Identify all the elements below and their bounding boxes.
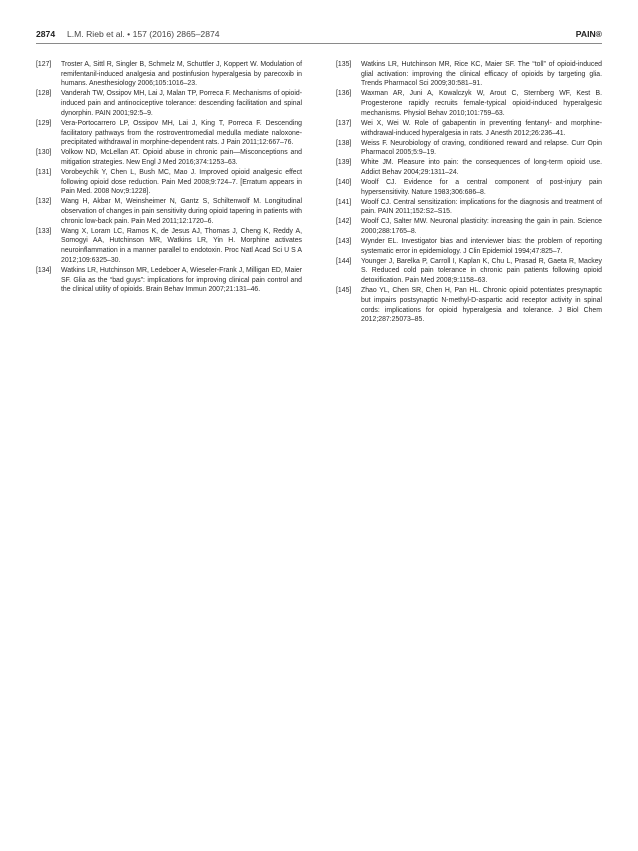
reference-text: Weiss F. Neurobiology of craving, conditioned reward and relapse. Curr Opin Pharmacol 2005;5:9–19. [361, 139, 602, 157]
reference-number: [134] [36, 266, 52, 274]
reference-text: Waxman AR, Juni A, Kowalczyk W, Arout C, Sternberg WF, Kest B. Progesterone rapidly recruits female-typical opioid-induced hyperalgesic mechanisms. Physiol Behav 2010;101:759–63. [361, 90, 602, 117]
reference-text: White JM. Pleasure into pain: the consequences of long-term opioid use. Addict Behav 2004;29:1311–24. [361, 159, 602, 176]
reference-number: [144] [336, 257, 352, 265]
journal-name: PAIN® [575, 29, 602, 39]
running-header [36, 27, 602, 41]
reference-number: [130] [36, 149, 52, 157]
reference-text: Wang X, Loram LC, Ramos K, de Jesus AJ, Thomas J, Cheng K, Reddy A, Somogyi AA, Hutchinson MR, Watkins LR, Yin H. Morphine activates neuroinflammation in a manner parallel to endotoxin. Proc Natl Acad Sci U S A 2012;109:6325–30. [61, 227, 302, 264]
reference-text: Vorobeychik Y, Chen L, Bush MC, Mao J. Improved opioid analgesic effect following opioid dose reduction. Pain Med 2008;9:724–7. [Erratum appears in Pain Med. 2008 Nov;9:1228]. [61, 168, 302, 196]
reference-number: [133] [36, 227, 52, 235]
reference-text: Younger J, Barelka P, Carroll I, Kaplan K, Chu L, Prasad R, Gaeta R, Mackey S. Reduced cold pain tolerance in chronic pain patients following opioid detoxification. Pain Med 2008;9:1158–63. [361, 257, 602, 285]
reference-text: Wei X, Wei W. Role of gabapentin in preventing fentanyl- and morphine-withdrawal-induced hyperalgesia in rats. J Anesth 2012;26:236–41. [361, 119, 602, 137]
reference-item [336, 139, 602, 158]
reference-number: [136] [336, 90, 352, 98]
reference-number: [131] [36, 168, 52, 176]
reference-item [36, 60, 302, 89]
reference-item [36, 119, 302, 148]
reference-number: [132] [36, 198, 52, 206]
reference-item [336, 198, 602, 217]
reference-number: [138] [336, 139, 352, 147]
reference-text: Vera-Portocarrero LP, Ossipov MH, Lai J, King T, Porreca F. Descending facilitatory pathways from the rostroventromedial medulla mediate naloxone-precipitated withdrawal in morphine-dependent rats. J Pain 2011;12:667–76. [61, 119, 302, 147]
reference-number: [127] [36, 61, 52, 68]
reference-item [336, 286, 602, 325]
reference-number: [137] [336, 119, 352, 127]
reference-text: Woolf CJ. Evidence for a central component of post-injury pain hypersensitivity. Nature 1983;306:686–8. [361, 178, 602, 196]
reference-text: Woolf CJ. Central sensitization: implications for the diagnosis and treatment of pain. PAIN 2011;152:S2–S15. [361, 198, 602, 216]
reference-item [336, 158, 602, 177]
reference-item [36, 266, 302, 295]
reference-text: Wang H, Akbar M, Weinsheimer N, Gantz S, Schiltenwolf M. Longitudinal observation of changes in pain sensitivity during opioid tapering in patients with chronic low-back pain. Pain Med 2011;12:1720–6. [61, 198, 302, 225]
reference-text: Troster A, Sittl R, Singler B, Schmelz M, Schuttler J, Koppert W. Modulation of remifentanil-induced analgesia and postinfusion hyperalgesia by parecoxib in humans. Anesthesiology 2006;105:1016–23. [61, 61, 302, 88]
reference-number: [128] [36, 90, 52, 98]
reference-text: Watkins LR, Hutchinson MR, Rice KC, Maier SF. The “toll” of opioid-induced glial activation: improving the clinical efficacy of opioids by targeting glia. Trends Pharmacol Sci 2009;30:581–91. [361, 61, 602, 88]
reference-text: Watkins LR, Hutchinson MR, Ledeboer A, Wieseler-Frank J, Milligan ED, Maier SF. Glia as the “bad guys”: implications for improving clinical pain control and the clinical utility of opioids. Brain Behav Immun 2007;21:131–46. [61, 266, 302, 294]
reference-text: Volkow ND, McLellan AT. Opioid abuse in chronic pain—Misconceptions and mitigation strategies. New Engl J Med 2016;374:1253–63. [61, 149, 302, 166]
page-number: 2874 [36, 29, 56, 39]
reference-text: Zhao YL, Chen SR, Chen H, Pan HL. Chronic opioid potentiates presynaptic but impairs postsynaptic N-methyl-D-aspartic acid receptor activity in spinal cords: implications for opioid hyperalgesia and tolerance. J Biol Chem 2012;287:25073–85. [361, 287, 602, 324]
reference-item [336, 257, 602, 286]
reference-text: Woolf CJ, Salter MW. Neuronal plasticity: increasing the gain in pain. Science 2000;288:1765–8. [361, 218, 602, 236]
reference-item [36, 197, 302, 226]
reference-number: [143] [336, 238, 352, 246]
reference-number: [139] [336, 159, 352, 167]
reference-number: [145] [336, 287, 352, 295]
reference-number: [142] [336, 218, 352, 226]
reference-item [36, 148, 302, 167]
reference-item [36, 227, 302, 266]
reference-item [36, 89, 302, 118]
reference-text: Vanderah TW, Ossipov MH, Lai J, Malan TP, Porreca F. Mechanisms of opioid-induced pain and antinociceptive tolerance: descending facilitation and spinal dynorphin. PAIN 2001;92:5–9. [61, 90, 302, 117]
reference-text: Wynder EL. Investigator bias and interviewer bias: the problem of reporting systematic error in epidemiology. J Clin Epidemiol 1994;47:825–7. [361, 238, 602, 255]
reference-item [336, 60, 602, 89]
reference-column-left [36, 60, 302, 295]
reference-number: [141] [336, 198, 352, 206]
article-citation: L.M. Rieb et al. • 157 (2016) 2865–2874 [67, 29, 220, 39]
reference-item [336, 178, 602, 197]
reference-column-right [336, 60, 602, 325]
reference-item [336, 119, 602, 138]
reference-number: [135] [336, 61, 352, 68]
reference-item [336, 89, 602, 118]
reference-item [336, 217, 602, 236]
reference-item [336, 237, 602, 256]
reference-item [36, 168, 302, 197]
reference-number: [140] [336, 178, 352, 186]
header-rule [36, 43, 602, 44]
reference-number: [129] [36, 119, 52, 127]
